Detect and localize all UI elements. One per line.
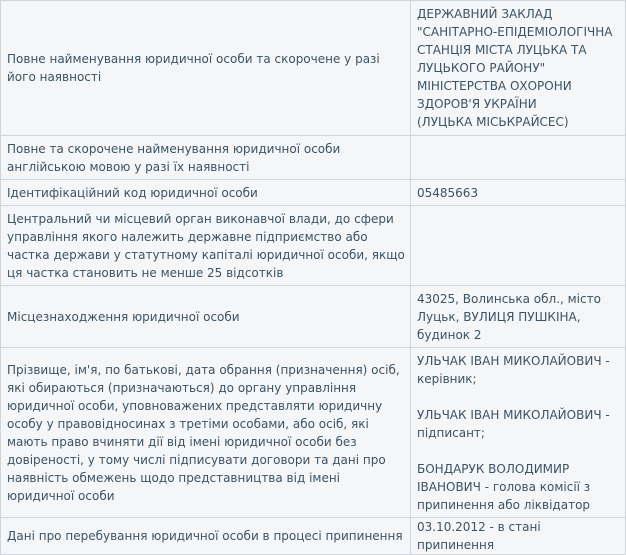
representative-entry: УЛЬЧАК ІВАН МИКОЛАЙОВИЧ - керівник; xyxy=(417,353,610,386)
table-row xyxy=(1,518,626,555)
value-line: ЛУЦЬКОГО РАЙОНУ" xyxy=(417,61,546,75)
entry-spacer xyxy=(417,388,620,406)
value-line: МІНІСТЕРСТВА ОХОРОНИ xyxy=(417,79,572,93)
table-row xyxy=(1,136,626,180)
row-value-representatives xyxy=(411,348,626,518)
value-line: "САНІТАРНО-ЕПІДЕМІОЛОГІЧНА xyxy=(417,25,613,39)
table-row xyxy=(1,348,626,518)
row-value-location: 43025, Волинська обл., місто Луцьк, ВУЛИЦЯ ПУШКІНА, будинок 2 xyxy=(411,286,626,348)
row-label-governing-body: Центральний чи місцевий орган виконавчої влади, до сфери управління якого належить державне підприємство або частка держави у статутному капіталі юридичної особи, якщо ця частка становить не менше 25 відсотків xyxy=(1,206,411,286)
value-line: СТАНЦІЯ МІСТА ЛУЦЬКА ТА xyxy=(417,43,587,57)
entry-spacer xyxy=(417,442,620,460)
value-line: ЗДОРОВ'Я УКРАЇНИ xyxy=(417,97,537,111)
value-line: ДЕРЖАВНИЙ ЗАКЛАД xyxy=(417,7,553,21)
row-value-identification-code: 05485663 xyxy=(411,180,626,206)
row-value-governing-body xyxy=(411,206,626,286)
row-label-full-name: Повне найменування юридичної особи та скорочене у разі його наявності xyxy=(1,1,411,136)
value-line: (ЛУЦЬКА МІСЬКРАЙСЕС) xyxy=(417,115,569,129)
row-label-english-name: Повне та скорочене найменування юридичної особи англійською мовою у разі їх наявності xyxy=(1,136,411,180)
table-row xyxy=(1,1,626,136)
row-label-termination-status: Дані про перебування юридичної особи в процесі припинення xyxy=(1,518,411,555)
table-row xyxy=(1,286,626,348)
row-label-representatives: Прізвище, ім'я, по батькові, дата обрання (призначення) осіб, які обираються (призначаються) до органу управління юридичної особи, уповноважених представляти юридичну особу у правовідносинах з третіми особами, або осіб, які мають право вчиняти дії від імені юридичної особи без довіреності, у тому числі підписувати договори та дані про наявність обмежень щодо представництва від імені юридичної особи xyxy=(1,348,411,518)
row-value-termination-status: 03.10.2012 - в стані припинення xyxy=(411,518,626,555)
representative-entry: УЛЬЧАК ІВАН МИКОЛАЙОВИЧ - підписант; xyxy=(417,407,610,440)
row-value-english-name xyxy=(411,136,626,180)
representative-entry: БОНДАРУК ВОЛОДИМИР ІВАНОВИЧ - голова комісії з припинення або ліквідатор xyxy=(417,461,591,512)
row-value-full-name xyxy=(411,1,626,136)
table-row xyxy=(1,206,626,286)
row-label-location: Місцезнаходження юридичної особи xyxy=(1,286,411,348)
table-row xyxy=(1,180,626,206)
row-label-identification-code: Ідентифікаційний код юридичної особи xyxy=(1,180,411,206)
